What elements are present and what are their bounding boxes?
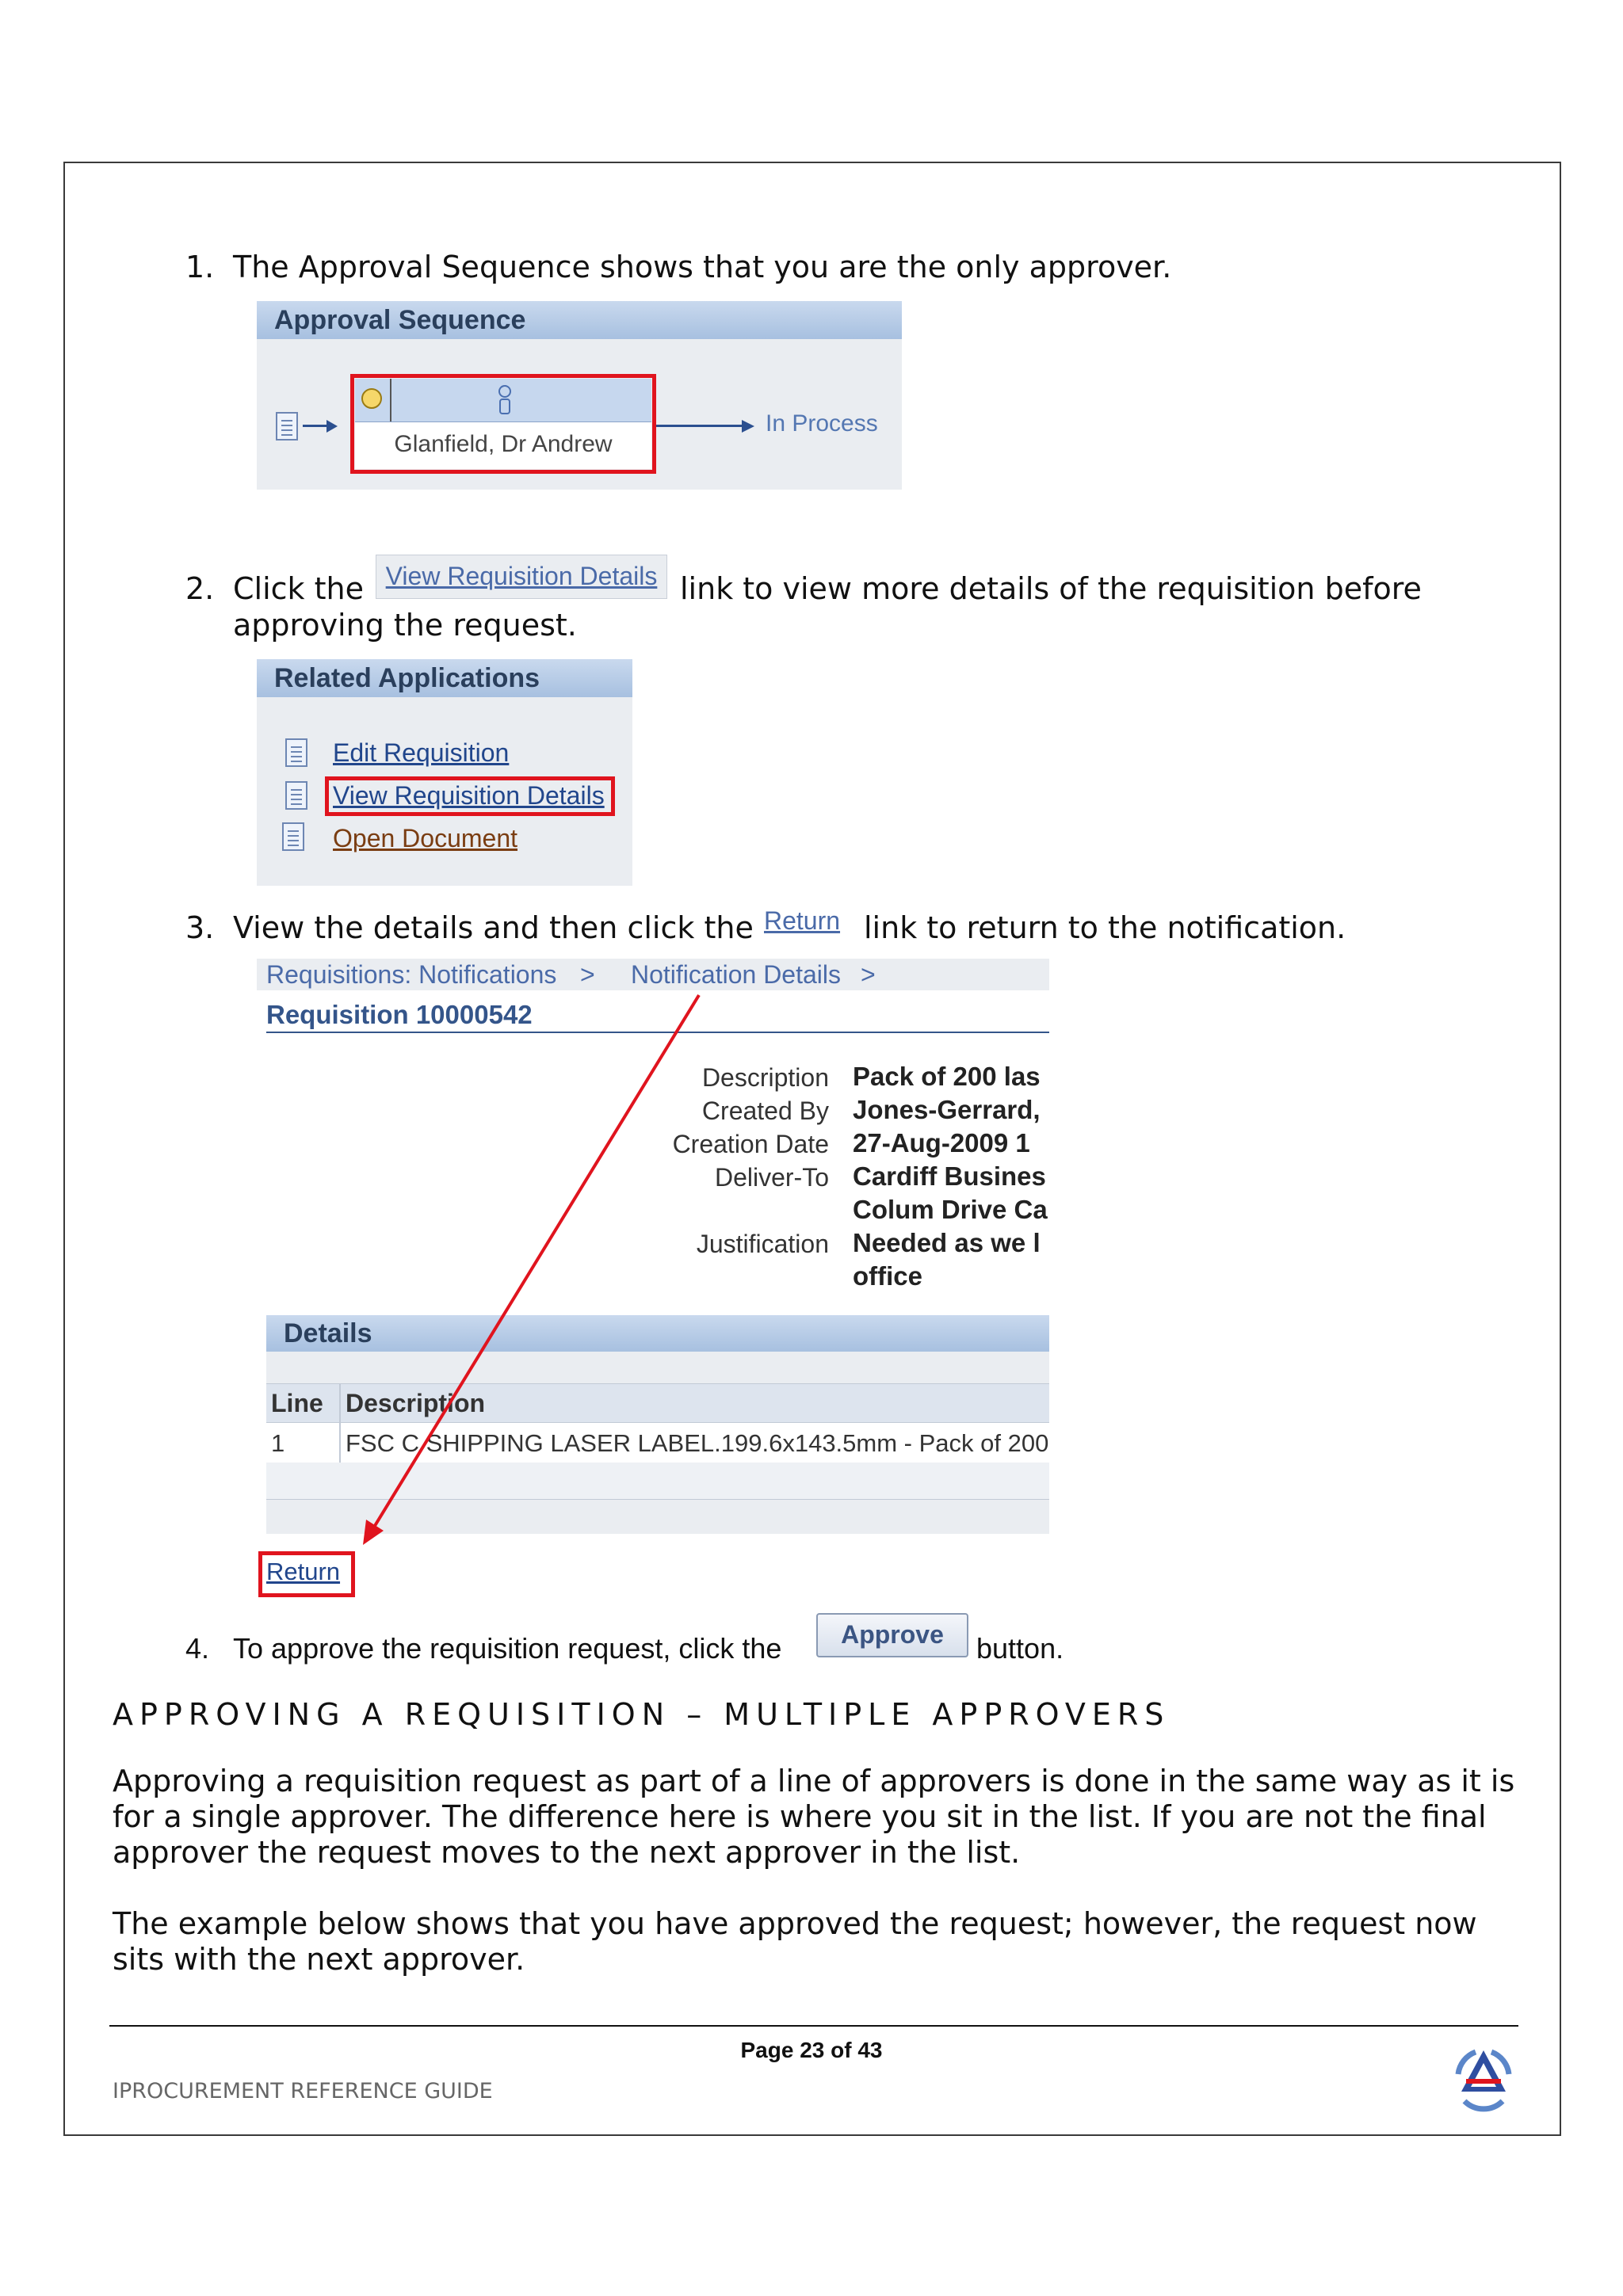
field-label: Justification bbox=[696, 1230, 829, 1258]
status-label: In Process bbox=[766, 410, 878, 437]
page-title: Requisition 10000542 bbox=[266, 1000, 533, 1029]
step-4-after: button. bbox=[976, 1632, 1064, 1665]
footer-rule bbox=[109, 2025, 1518, 2027]
field-value: Jones-Gerrard, bbox=[853, 1095, 1041, 1124]
step-3: 3. View the details and then click the bbox=[185, 910, 754, 945]
approver-name: Glanfield, Dr Andrew bbox=[394, 431, 613, 457]
field-label: Deliver-To bbox=[714, 1163, 829, 1192]
table-header-line: Line bbox=[271, 1389, 323, 1417]
step-1: 1. The Approval Sequence shows that you are the only approver. bbox=[185, 250, 1172, 284]
breadcrumb-separator: > bbox=[861, 960, 876, 989]
table-header-description: Description bbox=[346, 1389, 486, 1417]
pointer-arrow-line bbox=[371, 995, 699, 1532]
step-2-after: link to view more details of the requisition before bbox=[680, 571, 1422, 606]
approve-button[interactable]: Approve bbox=[816, 1613, 968, 1657]
breadcrumb-notification-details[interactable]: Notification Details bbox=[631, 960, 841, 989]
edit-requisition-link[interactable]: Edit Requisition bbox=[333, 738, 510, 767]
step-2-line2: approving the request. bbox=[233, 608, 577, 643]
step-2: 2. Click the bbox=[185, 571, 364, 606]
view-requisition-details-link-sample[interactable]: View Requisition Details bbox=[385, 562, 658, 590]
field-value: Cardiff Busines bbox=[853, 1161, 1046, 1191]
company-logo bbox=[1444, 2042, 1523, 2117]
step-3-after: link to return to the notification. bbox=[864, 910, 1346, 945]
field-value: 27-Aug-2009 1 bbox=[853, 1128, 1030, 1158]
return-link[interactable]: Return bbox=[266, 1558, 341, 1585]
field-label: Creation Date bbox=[672, 1130, 829, 1158]
field-label: Created By bbox=[701, 1097, 829, 1125]
breadcrumb-separator: > bbox=[580, 960, 595, 989]
step-4: 4. To approve the requisition request, click the bbox=[185, 1632, 782, 1665]
table-cell-line: 1 bbox=[271, 1429, 285, 1457]
page-number: Page 23 of 43 bbox=[740, 2038, 883, 2062]
field-value: office bbox=[853, 1261, 923, 1291]
field-label: Description bbox=[701, 1063, 829, 1092]
section-paragraph-1: Approving a requisition request as part of a line of approvers is done in the same way as it is for a single approver. The difference here is where you sit in the list. If you are not the final approver the request moves to the next approver in the list. bbox=[113, 1764, 1515, 1870]
footer-guide-title: IPROCUREMENT REFERENCE GUIDE bbox=[113, 2079, 493, 2103]
breadcrumb-notifications[interactable]: Requisitions: Notifications bbox=[266, 960, 557, 989]
return-link-sample[interactable]: Return bbox=[764, 906, 841, 935]
section-paragraph-2: The example below shows that you have approved the request; however, the request now sits with the next approver. bbox=[113, 1906, 1477, 1977]
section-heading: APPROVING A REQUISITION – MULTIPLE APPROVERS bbox=[113, 1697, 1170, 1732]
pointer-arrow-head bbox=[363, 1520, 384, 1545]
details-title: Details bbox=[266, 1315, 1049, 1352]
related-applications-title: Related Applications bbox=[257, 659, 632, 697]
view-requisition-details-link[interactable]: View Requisition Details bbox=[333, 781, 605, 810]
field-value: Colum Drive Ca bbox=[853, 1195, 1048, 1224]
open-document-link[interactable]: Open Document bbox=[333, 824, 518, 852]
field-value: Needed as we l bbox=[853, 1228, 1041, 1257]
field-value: Pack of 200 las bbox=[853, 1062, 1041, 1091]
approval-sequence-title: Approval Sequence bbox=[257, 301, 902, 339]
table-cell-description: FSC C SHIPPING LASER LABEL.199.6x143.5mm - Pack of 200 bbox=[346, 1429, 1049, 1457]
